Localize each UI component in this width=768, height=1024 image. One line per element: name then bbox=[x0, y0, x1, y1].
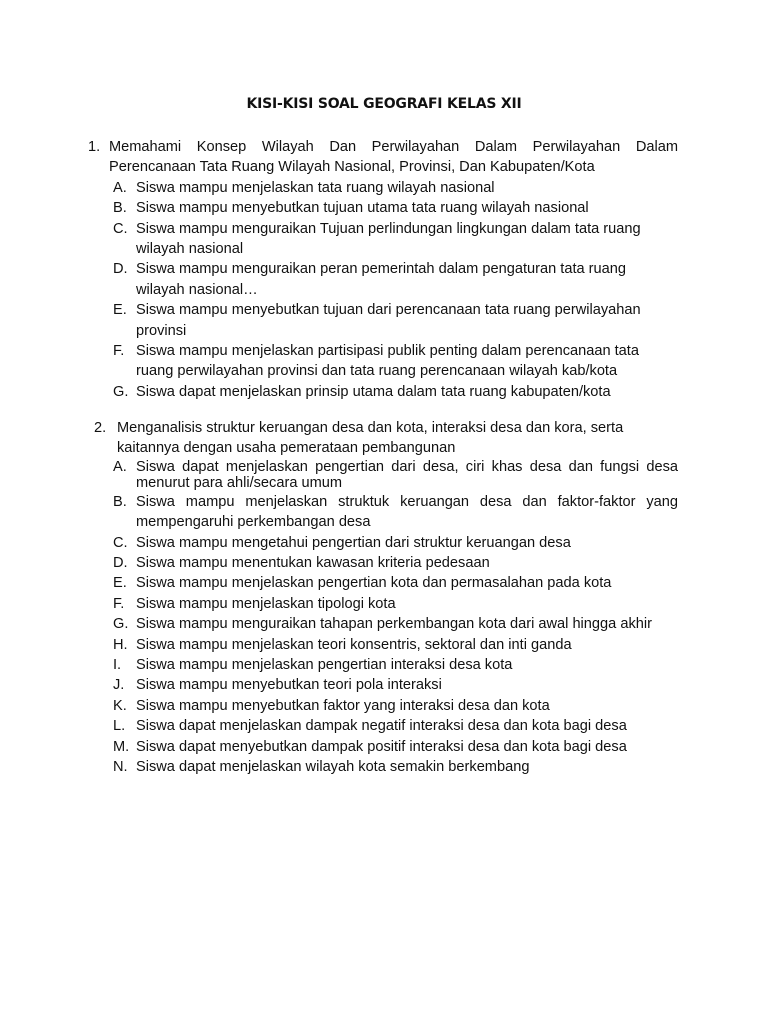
item-text: Siswa mampu menguraikan peran pemerintah dalam pengaturan tata ruang wilayah nasional… bbox=[136, 261, 626, 298]
item-text: Siswa dapat menjelaskan prinsip utama dalam tata ruang kabupaten/kota bbox=[136, 383, 611, 400]
item-letter: H. bbox=[113, 636, 128, 653]
item-letter: N. bbox=[113, 759, 128, 776]
item-letter: J. bbox=[113, 677, 125, 694]
item-letter: M. bbox=[113, 738, 130, 755]
item-letter: F. bbox=[113, 595, 125, 612]
section-1 bbox=[88, 137, 678, 402]
item-letter: F. bbox=[113, 343, 125, 360]
item-text: Siswa dapat menyebutkan dampak positif interaksi desa dan kota bagi desa bbox=[136, 738, 627, 755]
item-text: Siswa dapat menjelaskan pengertian dari desa, ciri khas desa dan fungsi desa menurut para ahli/secara umum bbox=[136, 458, 678, 492]
list-item bbox=[88, 533, 678, 553]
item-text: Siswa mampu menjelaskan partisipasi publik penting dalam perencanaan tata ruang perwilayahan provinsi dan tata ruang perencanaan wilayah kab/kota bbox=[136, 343, 639, 380]
section-number: 2. bbox=[94, 420, 107, 436]
item-letter: A. bbox=[113, 179, 127, 196]
list-item bbox=[88, 382, 678, 402]
objective-list bbox=[88, 178, 678, 402]
item-text: Siswa mampu menjelaskan struktuk keruangan desa dan faktor-faktor yang mempengaruhi perkembangan desa bbox=[136, 493, 678, 531]
item-text: Siswa mampu mengetahui pengertian dari struktur keruangan desa bbox=[136, 534, 571, 551]
item-text: Siswa dapat menjelaskan dampak negatif interaksi desa dan kota bagi desa bbox=[136, 718, 627, 735]
list-item bbox=[88, 737, 678, 757]
item-letter: C. bbox=[113, 534, 128, 551]
item-letter: B. bbox=[113, 200, 127, 217]
item-letter: G. bbox=[113, 616, 129, 633]
list-item bbox=[88, 178, 678, 198]
item-letter: K. bbox=[113, 697, 127, 714]
item-text: Siswa mampu menentukan kawasan kriteria pedesaan bbox=[136, 555, 490, 572]
item-letter: D. bbox=[113, 261, 128, 278]
list-item bbox=[88, 573, 678, 593]
item-text: Siswa mampu menguraikan tahapan perkembangan kota dari awal hingga akhir bbox=[136, 616, 652, 633]
item-text: Siswa mampu menjelaskan pengertian interaksi desa kota bbox=[136, 657, 513, 674]
list-item bbox=[88, 198, 678, 218]
item-text: Siswa mampu menjelaskan tata ruang wilayah nasional bbox=[136, 179, 495, 196]
list-item bbox=[88, 675, 678, 695]
section-heading-text: Memahami Konsep Wilayah Dan Perwilayahan Dalam Perwilayahan Dalam Perencanaan Tata Ruang Wilayah Nasional, Provinsi, Dan Kabupaten/Kota bbox=[109, 139, 678, 176]
list-item bbox=[88, 341, 678, 382]
section-heading-text: Menganalisis struktur keruangan desa dan kota, interaksi desa dan kora, serta kaitannya dengan usaha pemerataan pembangunan bbox=[117, 420, 624, 457]
list-item bbox=[88, 716, 678, 736]
list-item bbox=[88, 696, 678, 716]
item-text: Siswa mampu menyebutkan teori pola interaksi bbox=[136, 677, 442, 694]
list-item bbox=[88, 459, 678, 492]
item-text: Siswa mampu menyebutkan faktor yang interaksi desa dan kota bbox=[136, 697, 550, 714]
item-letter: E. bbox=[113, 302, 127, 319]
item-letter: A. bbox=[113, 458, 127, 475]
list-item bbox=[88, 655, 678, 675]
page-title: KISI-KISI SOAL GEOGRAFI KELAS XII bbox=[246, 96, 522, 112]
list-item bbox=[88, 259, 678, 300]
section-number: 1. bbox=[88, 139, 101, 155]
item-letter: I. bbox=[113, 657, 122, 674]
list-item bbox=[88, 553, 678, 573]
item-text: Siswa dapat menjelaskan wilayah kota semakin berkembang bbox=[136, 759, 530, 776]
item-text: Siswa mampu menguraikan Tujuan perlindungan lingkungan dalam tata ruang wilayah nasional bbox=[136, 220, 641, 258]
item-letter: G. bbox=[113, 383, 129, 400]
objective-list bbox=[88, 459, 678, 778]
list-item bbox=[88, 757, 678, 777]
item-text: Siswa mampu menjelaskan pengertian kota dan permasalahan pada kota bbox=[136, 575, 612, 592]
section-2 bbox=[88, 418, 678, 778]
list-item bbox=[88, 635, 678, 655]
item-text: Siswa mampu menyebutkan tujuan utama tata ruang wilayah nasional bbox=[136, 200, 589, 217]
list-item bbox=[88, 594, 678, 614]
list-item bbox=[88, 219, 678, 260]
item-text: Siswa mampu menjelaskan teori konsentris, sektoral dan inti ganda bbox=[136, 636, 572, 653]
list-item bbox=[88, 614, 678, 634]
item-letter: D. bbox=[113, 555, 128, 572]
section-heading bbox=[88, 137, 678, 178]
item-letter: C. bbox=[113, 220, 128, 237]
item-letter: L. bbox=[113, 718, 126, 735]
item-text: Siswa mampu menjelaskan tipologi kota bbox=[136, 595, 396, 612]
item-letter: B. bbox=[113, 493, 127, 510]
list-item bbox=[88, 300, 678, 341]
list-item bbox=[88, 492, 678, 533]
item-text: Siswa mampu menyebutkan tujuan dari perencanaan tata ruang perwilayahan provinsi bbox=[136, 302, 641, 339]
item-letter: E. bbox=[113, 575, 127, 592]
section-heading bbox=[88, 418, 678, 459]
